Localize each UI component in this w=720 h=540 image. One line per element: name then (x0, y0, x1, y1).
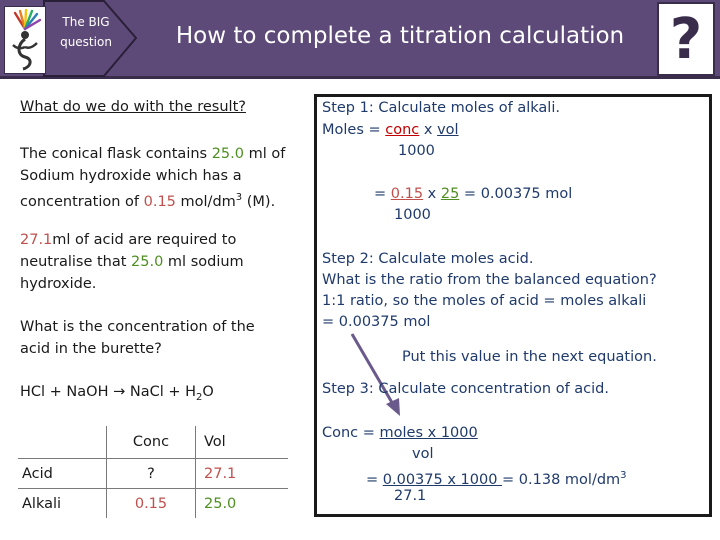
step-2-line-2: 1:1 ratio, so the moles of acid = moles alkali (322, 293, 647, 309)
step-1-heading: Step 1: Calculate moles of alkali. (322, 100, 560, 116)
balanced-equation: HCl + NaOH → NaCl + $H_2O$ (20, 384, 214, 403)
question-mark-box (657, 2, 715, 76)
next-equation-note: Put this value in the next equation. (402, 349, 657, 365)
left-heading: What do we do with the result? (20, 99, 246, 115)
table-row: Acid ? 27.1 (18, 459, 288, 489)
logo-icon (4, 6, 46, 74)
acid-volume-paragraph: 27.1ml of acid are required to neutralise that 25.0 ml sodium hydroxide. (20, 232, 244, 292)
concentration-calculation-denominator: 27.1 (394, 488, 427, 504)
concentration-formula: Conc = moles x 1000 (322, 425, 478, 441)
data-table (18, 426, 288, 518)
moles-calculation-denominator: 1000 (394, 207, 431, 223)
moles-formula: Moles = conc x vol (322, 122, 459, 138)
concentration-calculation: = 0.00375 x 1000 = 0.138 mol/$dm^3$ (366, 470, 627, 488)
question-paragraph: What is the concentration of the acid in the burette? (20, 319, 255, 357)
flask-paragraph: The conical flask contains 25.0 ml of Sodium hydroxide which has a concentration of 0.15 mol/$dm^3$ (M). (20, 146, 286, 210)
pointer-arrow-icon (330, 330, 410, 420)
table-row: Conc Vol (18, 426, 288, 459)
moles-calculation: = 0.15 x 25 = 0.00375 mol (374, 186, 573, 202)
moles-formula-denominator: 1000 (398, 143, 435, 159)
concentration-formula-denominator: vol (412, 446, 434, 462)
step-2-heading: Step 2: Calculate moles acid. (322, 251, 534, 267)
step-2-line-3: = 0.00375 mol (322, 314, 431, 330)
step-2-line-1: What is the ratio from the balanced equation? (322, 272, 657, 288)
page-title: How to complete a titration calculation (175, 23, 625, 49)
table-row: Alkali 0.15 25.0 (18, 489, 288, 519)
question-mark-icon: ? (669, 7, 703, 72)
big-question-label: The BIG question (60, 15, 112, 49)
step-3-heading: Step 3: Calculate concentration of acid. (322, 381, 609, 397)
arrow-icon: → (113, 384, 126, 400)
